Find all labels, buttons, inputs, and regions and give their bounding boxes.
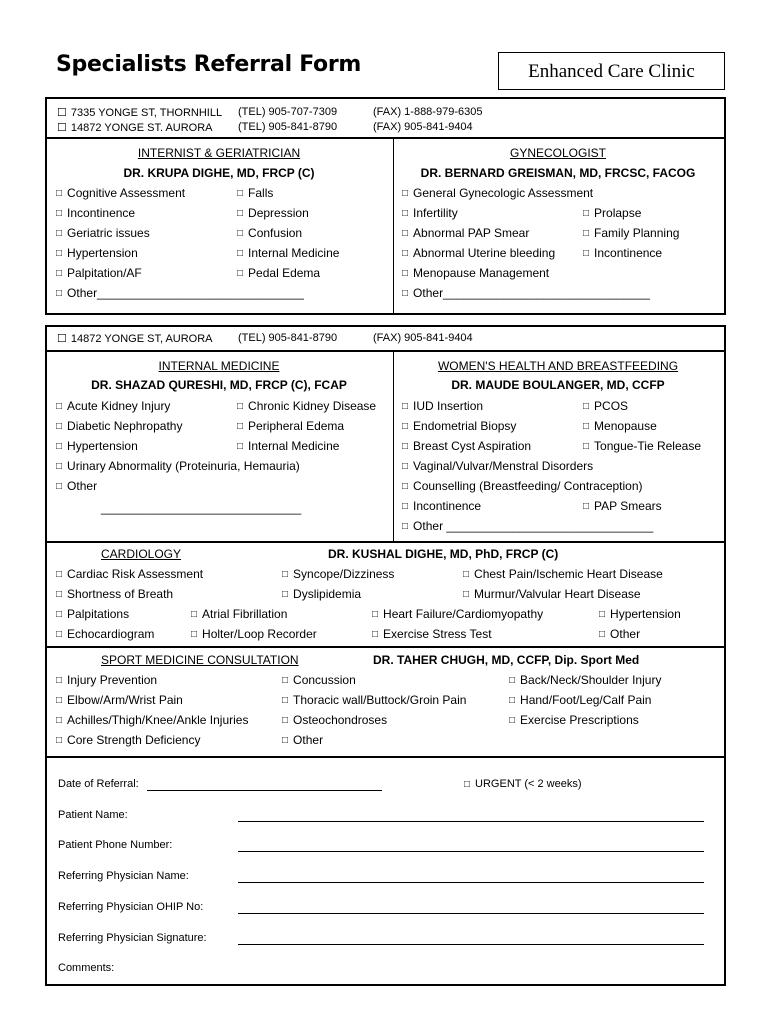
footer-divider bbox=[46, 756, 725, 758]
internist-heading: INTERNIST & GERIATRICIAN bbox=[137, 146, 301, 160]
location1-fax-1: (FAX) 1-888-979-6305 bbox=[373, 106, 483, 118]
cardiology-option[interactable]: □ Shortness of Breath bbox=[56, 587, 173, 603]
gynecologist-other[interactable]: □ Other_______________________________ bbox=[402, 286, 650, 302]
gynecologist-option[interactable]: □ Abnormal Uterine bleeding bbox=[402, 246, 555, 262]
internist-option[interactable]: □ Palpitation/AF bbox=[56, 266, 142, 282]
sport-option[interactable]: □ Thoracic wall/Buttock/Groin Pain bbox=[282, 693, 466, 709]
sport-option[interactable]: □ Hand/Foot/Leg/Calf Pain bbox=[509, 693, 651, 709]
clinic-name-box bbox=[498, 52, 725, 90]
womens-health-option[interactable]: □ Breast Cyst Aspiration bbox=[402, 439, 531, 455]
gynecologist-option[interactable]: □ Abnormal PAP Smear bbox=[402, 226, 529, 242]
internist-option[interactable]: □ Confusion bbox=[237, 226, 302, 242]
location1-divider bbox=[46, 137, 725, 139]
sport-option[interactable]: □ Elbow/Arm/Wrist Pain bbox=[56, 693, 183, 709]
referring-physician-ohip-field[interactable] bbox=[238, 913, 704, 914]
internal-medicine-urinary[interactable]: □ Urinary Abnormality (Proteinuria, Hemauria) bbox=[56, 459, 300, 475]
cardiology-option[interactable]: □ Holter/Loop Recorder bbox=[191, 627, 317, 643]
internist-option[interactable]: □ Depression bbox=[237, 206, 309, 222]
cardiology-option[interactable]: □ Dyslipidemia bbox=[282, 587, 361, 603]
internist-option[interactable]: □ Cognitive Assessment bbox=[56, 186, 185, 202]
urgent-checkbox[interactable]: □ URGENT (< 2 weeks) bbox=[464, 778, 582, 790]
location2-divider bbox=[46, 350, 725, 352]
internal-medicine-option[interactable]: □ Internal Medicine bbox=[237, 439, 339, 455]
location1-address-checkbox-1[interactable]: ☐ 7335 YONGE ST, THORNHILL bbox=[57, 106, 222, 119]
womens-health-heading: WOMEN'S HEALTH AND BREASTFEEDING bbox=[437, 359, 679, 373]
sport-option[interactable]: □ Injury Prevention bbox=[56, 673, 157, 689]
cardiology-option[interactable]: □ Chest Pain/Ischemic Heart Disease bbox=[463, 567, 663, 583]
sport-divider bbox=[46, 646, 725, 648]
womens-health-option[interactable]: □ Incontinence bbox=[402, 499, 481, 515]
cardiology-option[interactable]: □ Heart Failure/Cardiomyopathy bbox=[372, 607, 543, 623]
sport-option[interactable]: □ Achilles/Thigh/Knee/Ankle Injuries bbox=[56, 713, 248, 729]
womens-health-doctor: DR. MAUDE BOULANGER, MD, CCFP bbox=[451, 378, 665, 392]
womens-health-other[interactable]: □ Other _______________________________ bbox=[402, 519, 653, 535]
internist-option[interactable]: □ Incontinence bbox=[56, 206, 135, 222]
sport-option[interactable]: □ Exercise Prescriptions bbox=[509, 713, 639, 729]
patient-phone-field[interactable] bbox=[238, 851, 704, 852]
internal-medicine-option[interactable]: □ Diabetic Nephropathy bbox=[56, 419, 182, 435]
comments-label: Comments: bbox=[58, 962, 115, 974]
womens-health-option[interactable]: □ Counselling (Breastfeeding/ Contraception) bbox=[402, 479, 643, 495]
sport-option[interactable]: □ Other bbox=[282, 733, 323, 749]
womens-health-option[interactable]: □ IUD Insertion bbox=[402, 399, 483, 415]
patient-name-field[interactable] bbox=[238, 821, 704, 822]
womens-health-option[interactable]: □ Tongue-Tie Release bbox=[583, 439, 701, 455]
gynecologist-option[interactable]: □ Menopause Management bbox=[402, 266, 549, 282]
cardiology-option[interactable]: □ Murmur/Valvular Heart Disease bbox=[463, 587, 641, 603]
location1-fax-2: (FAX) 905-841-9404 bbox=[373, 121, 473, 133]
location1-tel-2: (TEL) 905-841-8790 bbox=[238, 121, 338, 133]
patient-name-label: Patient Name: bbox=[58, 809, 128, 821]
internal-medicine-option[interactable]: □ Hypertension bbox=[56, 439, 138, 455]
date-of-referral-field[interactable] bbox=[147, 790, 382, 791]
location2-address-checkbox[interactable]: ☐ 14872 YONGE ST, AURORA bbox=[57, 332, 213, 345]
internist-option[interactable]: □ Hypertension bbox=[56, 246, 138, 262]
gynecologist-option[interactable]: □ Incontinence bbox=[583, 246, 662, 262]
referring-physician-signature-label: Referring Physician Signature: bbox=[58, 932, 207, 944]
cardiology-divider bbox=[46, 541, 725, 543]
womens-health-option[interactable]: □ Vaginal/Vulvar/Menstral Disorders bbox=[402, 459, 593, 475]
cardiology-heading: CARDIOLOGY bbox=[101, 547, 182, 561]
internist-other[interactable]: □ Other_______________________________ bbox=[56, 286, 304, 302]
referring-physician-name-label: Referring Physician Name: bbox=[58, 870, 189, 882]
sport-option[interactable]: □ Core Strength Deficiency bbox=[56, 733, 200, 749]
cardiology-option[interactable]: □ Syncope/Dizziness bbox=[282, 567, 394, 583]
location2-tel: (TEL) 905-841-8790 bbox=[238, 332, 338, 344]
internist-option[interactable]: □ Internal Medicine bbox=[237, 246, 339, 262]
womens-health-option[interactable]: □ PCOS bbox=[583, 399, 628, 415]
womens-health-option[interactable]: □ Endometrial Biopsy bbox=[402, 419, 516, 435]
internal-medicine-other[interactable]: □ Other bbox=[56, 479, 97, 495]
location1-column-divider bbox=[393, 138, 394, 314]
internist-option[interactable]: □ Falls bbox=[237, 186, 273, 202]
sport-option[interactable]: □ Back/Neck/Shoulder Injury bbox=[509, 673, 661, 689]
gynecologist-option[interactable]: □ General Gynecologic Assessment bbox=[402, 186, 593, 202]
sport-option[interactable]: □ Osteochondroses bbox=[282, 713, 387, 729]
internist-option[interactable]: □ Pedal Edema bbox=[237, 266, 320, 282]
location1-tel-1: (TEL) 905-707-7309 bbox=[238, 106, 338, 118]
internal-medicine-option[interactable]: □ Acute Kidney Injury bbox=[56, 399, 170, 415]
womens-health-option[interactable]: □ PAP Smears bbox=[583, 499, 662, 515]
womens-health-option[interactable]: □ Menopause bbox=[583, 419, 657, 435]
location2-column-divider bbox=[393, 351, 394, 541]
internal-medicine-option[interactable]: □ Peripheral Edema bbox=[237, 419, 344, 435]
cardiology-option[interactable]: □ Atrial Fibrillation bbox=[191, 607, 287, 623]
cardiology-option[interactable]: □ Other bbox=[599, 627, 640, 643]
gynecologist-option[interactable]: □ Family Planning bbox=[583, 226, 679, 242]
gynecologist-heading: GYNECOLOGIST bbox=[509, 146, 607, 160]
referring-physician-signature-field[interactable] bbox=[238, 944, 704, 945]
sport-doctor: DR. TAHER CHUGH, MD, CCFP, Dip. Sport Med bbox=[373, 653, 640, 667]
internist-doctor: DR. KRUPA DIGHE, MD, FRCP (C) bbox=[123, 166, 315, 180]
location1-address-checkbox-2[interactable]: ☐ 14872 YONGE ST. AURORA bbox=[57, 121, 213, 134]
gynecologist-option[interactable]: □ Infertility bbox=[402, 206, 458, 222]
cardiology-option[interactable]: □ Palpitations bbox=[56, 607, 129, 623]
internist-option[interactable]: □ Geriatric issues bbox=[56, 226, 150, 242]
sport-heading: SPORT MEDICINE CONSULTATION bbox=[101, 653, 299, 667]
cardiology-doctor: DR. KUSHAL DIGHE, MD, PhD, FRCP (C) bbox=[328, 547, 559, 561]
referring-physician-ohip-label: Referring Physician OHIP No: bbox=[58, 901, 204, 913]
patient-phone-label: Patient Phone Number: bbox=[58, 839, 173, 851]
sport-option[interactable]: □ Concussion bbox=[282, 673, 356, 689]
gynecologist-option[interactable]: □ Prolapse bbox=[583, 206, 641, 222]
internal-medicine-doctor: DR. SHAZAD QURESHI, MD, FRCP (C), FCAP bbox=[91, 378, 347, 392]
cardiology-option[interactable]: □ Echocardiogram bbox=[56, 627, 154, 643]
internal-medicine-option[interactable]: □ Chronic Kidney Disease bbox=[237, 399, 376, 415]
referring-physician-name-field[interactable] bbox=[238, 882, 704, 883]
clinic-name: Enhanced Care Clinic bbox=[528, 61, 695, 82]
date-of-referral-label: Date of Referral: bbox=[58, 778, 139, 790]
form-title: Specialists Referral Form bbox=[56, 52, 362, 77]
location2-fax: (FAX) 905-841-9404 bbox=[373, 332, 473, 344]
internal-medicine-heading: INTERNAL MEDICINE bbox=[158, 359, 280, 373]
cardiology-option[interactable]: □ Hypertension bbox=[599, 607, 681, 623]
cardiology-option[interactable]: □ Exercise Stress Test bbox=[372, 627, 492, 643]
gynecologist-doctor: DR. BERNARD GREISMAN, MD, FRCSC, FACOG bbox=[420, 166, 696, 180]
internal-medicine-other-line[interactable]: ______________________________ bbox=[101, 501, 302, 515]
cardiology-option[interactable]: □ Cardiac Risk Assessment bbox=[56, 567, 203, 583]
